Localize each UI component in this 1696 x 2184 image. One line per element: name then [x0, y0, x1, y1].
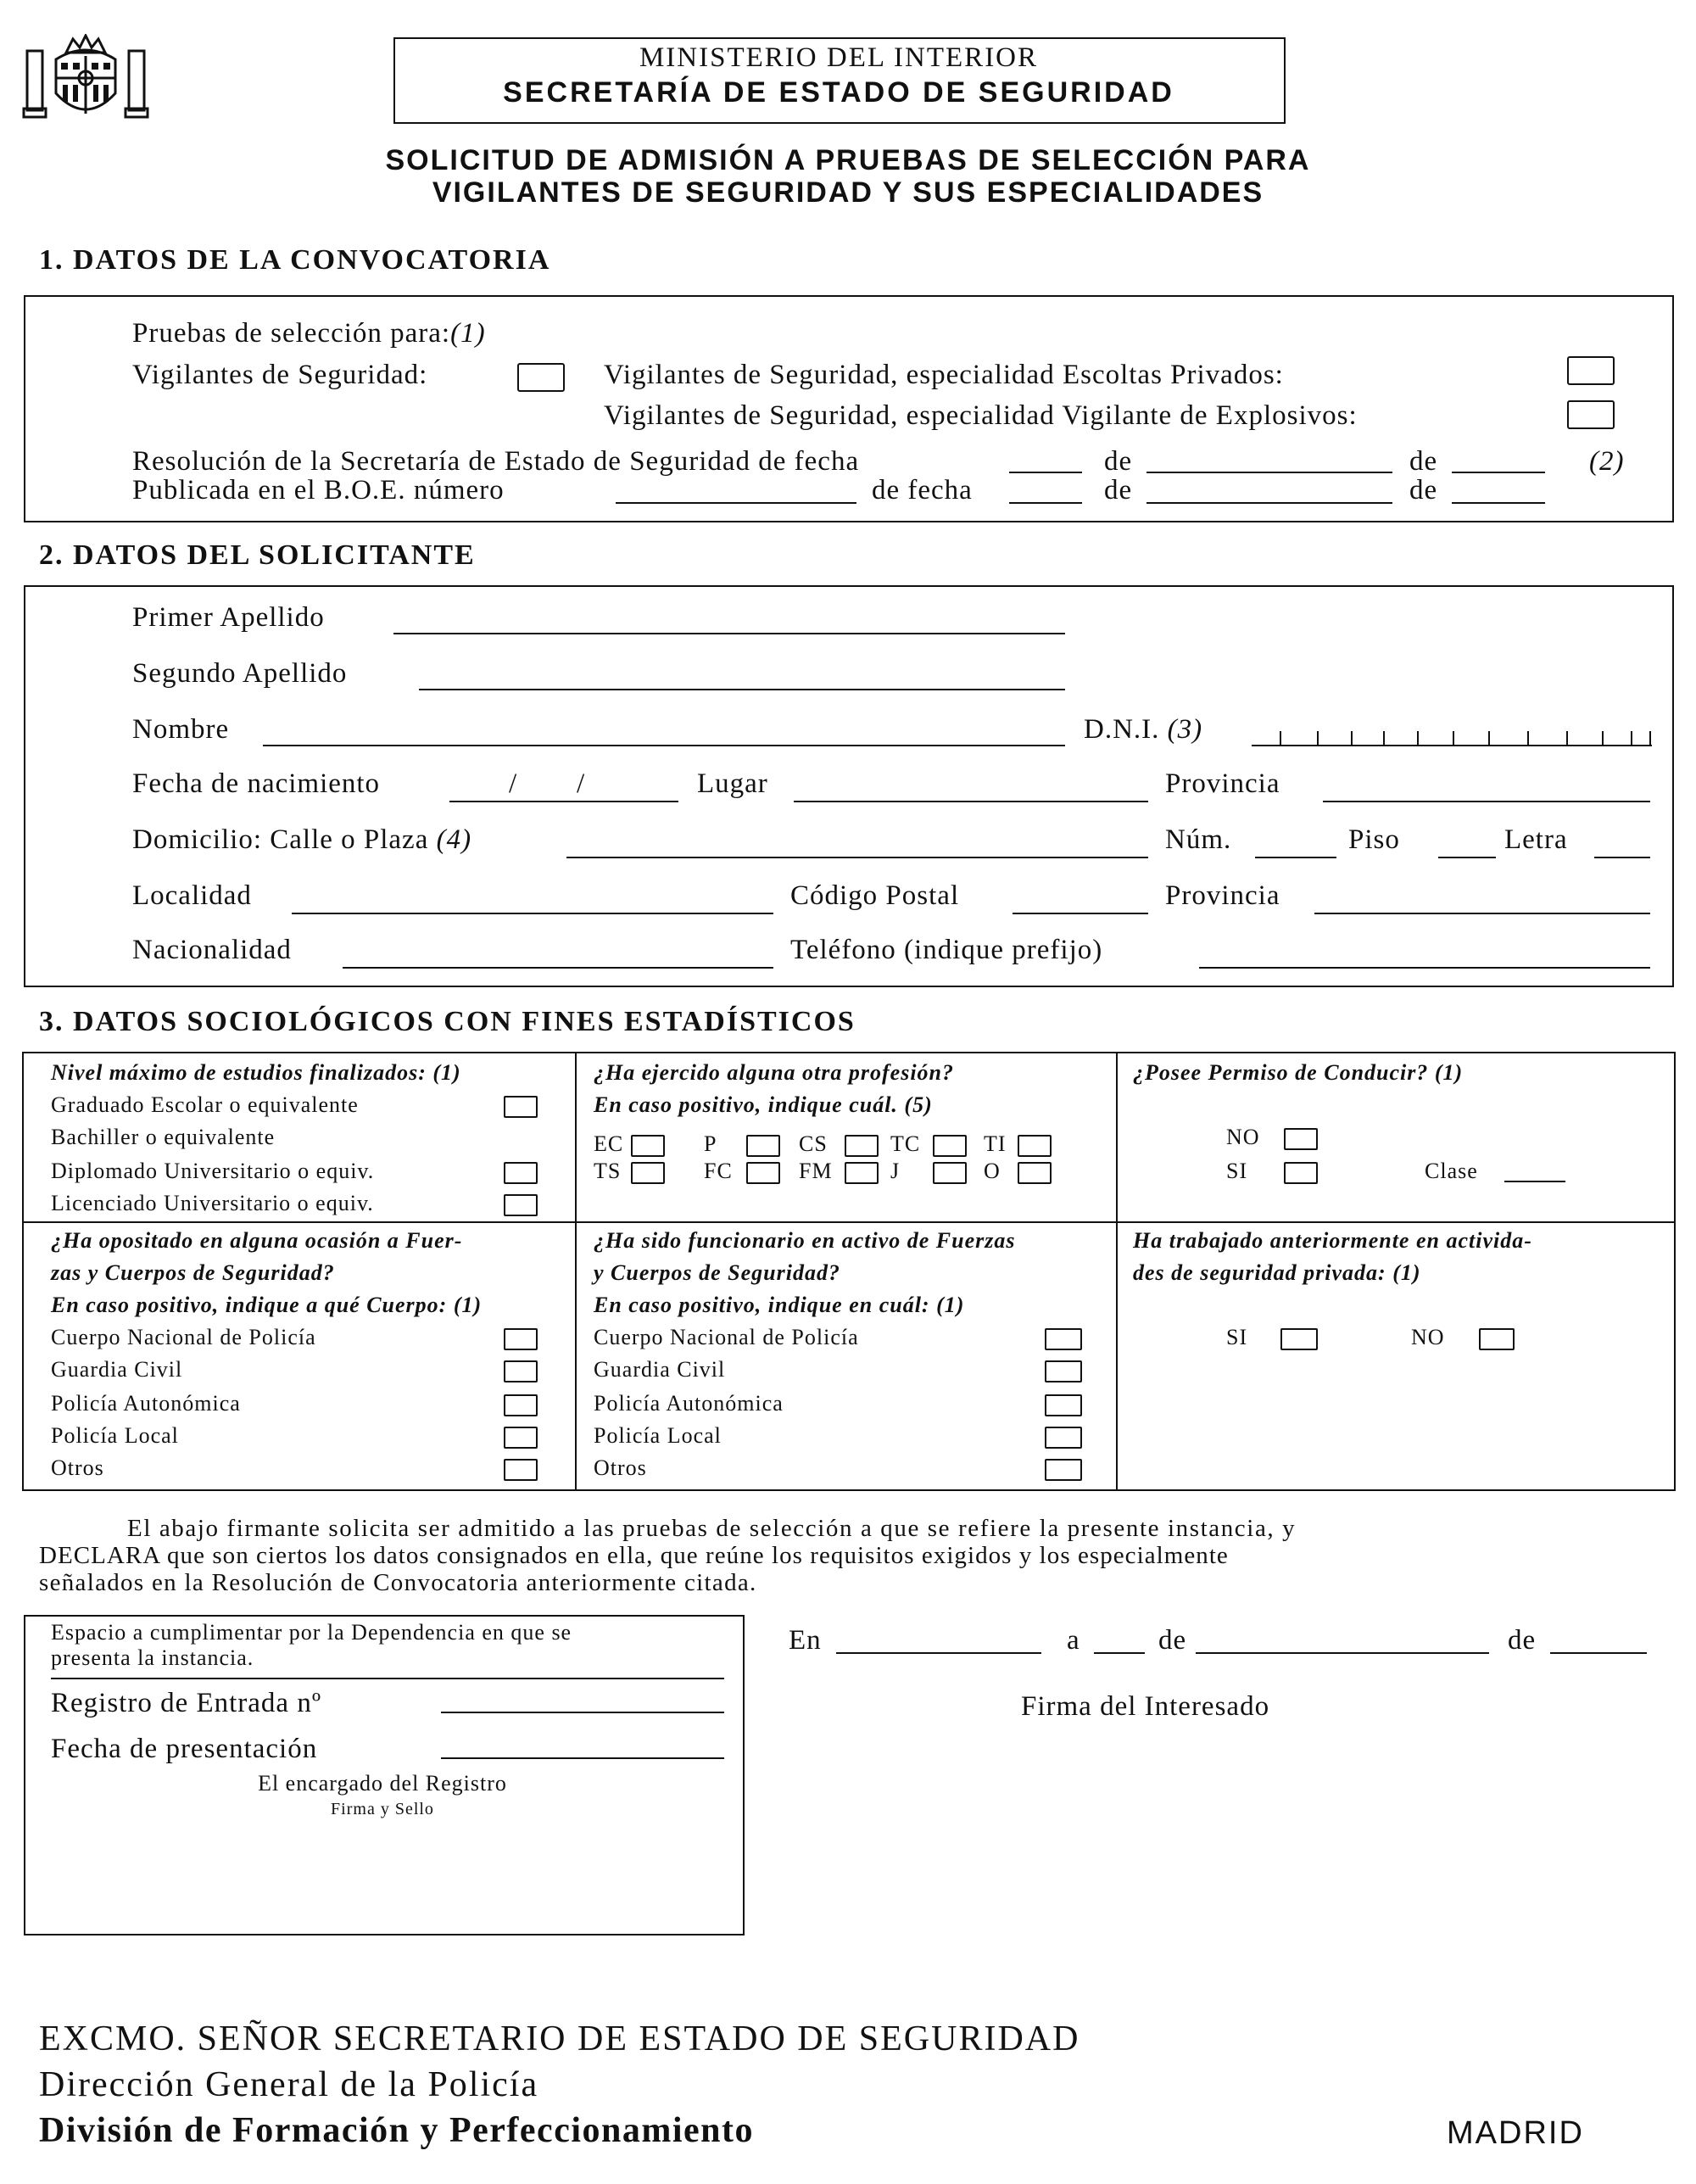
list-item: Otros	[594, 1455, 647, 1480]
estudios-checkbox-3[interactable]	[504, 1194, 538, 1216]
sign-month-field[interactable]	[1196, 1652, 1489, 1654]
explosivos-label: Vigilantes de Seguridad, especialidad Vigilante de Explosivos:	[604, 400, 1358, 431]
piso-field[interactable]	[1438, 857, 1496, 858]
fecha-nacimiento-field[interactable]	[449, 801, 678, 802]
fecha-slash-2: /	[577, 768, 586, 799]
permiso-no-checkbox[interactable]	[1284, 1128, 1318, 1150]
secretariat-name: SECRETARÍA DE ESTADO DE SEGURIDAD	[503, 76, 1174, 109]
nacionalidad-label: Nacionalidad	[132, 935, 292, 965]
prof-label-p: P	[704, 1131, 717, 1156]
boe-de1: de	[1104, 475, 1133, 506]
prof-checkbox-ec[interactable]	[631, 1135, 665, 1157]
domicilio-label: Domicilio: Calle o Plaza (4)	[132, 824, 472, 855]
opositado-title-2: zas y Cuerpos de Seguridad?	[51, 1260, 335, 1285]
provincia-label-2: Provincia	[1165, 880, 1280, 911]
primer-apellido-label: Primer Apellido	[132, 602, 325, 633]
footer-line3: División de Formación y Perfeccionamiento	[39, 2111, 755, 2150]
section3-col-divider-2	[1116, 1052, 1118, 1489]
explosivos-checkbox[interactable]	[1567, 400, 1615, 429]
opositado-checkbox-pl[interactable]	[504, 1427, 538, 1449]
prof-label-ts: TS	[594, 1159, 622, 1183]
letra-label: Letra	[1504, 824, 1568, 855]
estudios-checkbox-1[interactable]	[504, 1096, 538, 1118]
opositado-checkbox-gc[interactable]	[504, 1360, 538, 1382]
nombre-field[interactable]	[263, 745, 1065, 746]
prof-checkbox-ts[interactable]	[631, 1162, 665, 1184]
permiso-title: ¿Posee Permiso de Conducir? (1)	[1133, 1060, 1464, 1085]
privada-title-2: des de seguridad privada: (1)	[1133, 1260, 1421, 1285]
escoltas-label: Vigilantes de Seguridad, especialidad Escoltas Privados:	[604, 360, 1284, 390]
resolucion-de2: de	[1409, 446, 1438, 477]
codigo-postal-field[interactable]	[1013, 913, 1148, 914]
list-item: Cuerpo Nacional de Policía	[594, 1325, 859, 1349]
registry-espacio-2: presenta la instancia.	[51, 1645, 254, 1670]
list-item: Guardia Civil	[51, 1357, 183, 1382]
registro-entrada-field[interactable]	[441, 1712, 724, 1713]
firma-interesado: Firma del Interesado	[1021, 1691, 1270, 1722]
provincia-field-1[interactable]	[1323, 801, 1650, 802]
boe-number-field[interactable]	[616, 502, 856, 504]
boe-day-field[interactable]	[1009, 502, 1082, 504]
permiso-si-label: SI	[1226, 1159, 1248, 1183]
funcionario-title-2: y Cuerpos de Seguridad?	[594, 1260, 840, 1285]
list-item: Guardia Civil	[594, 1357, 726, 1382]
provincia-label-1: Provincia	[1165, 768, 1280, 799]
prof-label-ec: EC	[594, 1131, 624, 1156]
funcionario-checkbox-gc[interactable]	[1045, 1360, 1082, 1382]
prof-checkbox-fm[interactable]	[845, 1162, 879, 1184]
nombre-label: Nombre	[132, 714, 230, 745]
footer-line1: EXCMO. SEÑOR SECRETARIO DE ESTADO DE SEGURIDAD	[39, 2019, 1080, 2058]
resolucion-year-field[interactable]	[1452, 472, 1545, 473]
list-item: Policía Local	[594, 1423, 722, 1448]
funcionario-checkbox-pa[interactable]	[1045, 1394, 1082, 1416]
prof-checkbox-fc[interactable]	[746, 1162, 780, 1184]
coat-of-arms-icon	[22, 34, 149, 129]
clase-field[interactable]	[1504, 1181, 1565, 1182]
funcionario-checkbox-pl[interactable]	[1045, 1427, 1082, 1449]
pruebas-label: Pruebas de selección para:(1)	[132, 318, 486, 349]
privada-si-checkbox[interactable]	[1280, 1328, 1318, 1350]
sign-day-field[interactable]	[1094, 1652, 1145, 1654]
vigilantes-checkbox[interactable]	[517, 363, 565, 392]
profesion-title: ¿Ha ejercido alguna otra profesión?	[594, 1060, 955, 1085]
de-fecha-label: de fecha	[872, 475, 973, 506]
funcionario-checkbox-otros[interactable]	[1045, 1459, 1082, 1481]
boe-month-field[interactable]	[1146, 502, 1392, 504]
prof-checkbox-ti[interactable]	[1018, 1135, 1052, 1157]
declaration-line3: señalados en la Resolución de Convocatoria anteriormente citada.	[39, 1569, 757, 1596]
list-item: Bachiller o equivalente	[51, 1125, 276, 1149]
localidad-field[interactable]	[292, 913, 773, 914]
piso-label: Piso	[1348, 824, 1400, 855]
prof-checkbox-p[interactable]	[746, 1135, 780, 1157]
resolucion-month-field[interactable]	[1146, 472, 1392, 473]
resolucion-de1: de	[1104, 446, 1133, 477]
list-item: Policía Autonómica	[594, 1391, 784, 1416]
note2: (2)	[1589, 446, 1625, 477]
opositado-checkbox-otros[interactable]	[504, 1459, 538, 1481]
fecha-presentacion-label: Fecha de presentación	[51, 1734, 318, 1764]
prof-checkbox-o[interactable]	[1018, 1162, 1052, 1184]
list-item: Diplomado Universitario o equiv.	[51, 1159, 375, 1183]
escoltas-checkbox[interactable]	[1567, 356, 1615, 385]
provincia-field-2[interactable]	[1314, 913, 1650, 914]
a-label: a	[1067, 1625, 1080, 1656]
opositado-checkbox-cnp[interactable]	[504, 1328, 538, 1350]
prof-label-ti: TI	[984, 1131, 1007, 1156]
list-item: Otros	[51, 1455, 104, 1480]
opositado-title-3: En caso positivo, indique a qué Cuerpo: (1)	[51, 1293, 483, 1317]
prof-checkbox-cs[interactable]	[845, 1135, 879, 1157]
fecha-presentacion-field[interactable]	[441, 1757, 724, 1759]
footer-line2: Dirección General de la Policía	[39, 2065, 539, 2104]
declaration-line1: El abajo firmante solicita ser admitido a las pruebas de selección a que se refiere la presente instancia, y	[127, 1515, 1297, 1542]
opositado-title-1: ¿Ha opositado en alguna ocasión a Fuer-	[51, 1228, 463, 1253]
localidad-label: Localidad	[132, 880, 252, 911]
estudios-checkbox-2[interactable]	[504, 1162, 538, 1184]
resolucion-label: Resolución de la Secretaría de Estado de Seguridad de fecha	[132, 446, 860, 477]
funcionario-title-1: ¿Ha sido funcionario en activo de Fuerzas	[594, 1228, 1016, 1253]
resolucion-day-field[interactable]	[1009, 472, 1082, 473]
vigilantes-label: Vigilantes de Seguridad:	[132, 360, 428, 390]
list-item: Policía Local	[51, 1423, 179, 1448]
firma-sello: Firma y Sello	[331, 1800, 434, 1818]
codigo-postal-label: Código Postal	[790, 880, 960, 911]
prof-label-fm: FM	[799, 1159, 833, 1183]
domicilio-field[interactable]	[566, 857, 1148, 858]
list-item: Licenciado Universitario o equiv.	[51, 1191, 374, 1215]
prof-label-tc: TC	[890, 1131, 921, 1156]
prof-checkbox-j[interactable]	[933, 1162, 967, 1184]
lugar-field[interactable]	[794, 801, 1148, 802]
privada-no-label: NO	[1411, 1325, 1445, 1349]
prof-label-cs: CS	[799, 1131, 828, 1156]
en-place-field[interactable]	[836, 1652, 1041, 1654]
prof-label-o: O	[984, 1159, 1001, 1183]
sign-year-field[interactable]	[1550, 1652, 1647, 1654]
permiso-no-label: NO	[1226, 1125, 1260, 1149]
fecha-nacimiento-label: Fecha de nacimiento	[132, 768, 381, 799]
section2-heading: 2. DATOS DEL SOLICITANTE	[39, 539, 476, 571]
privada-no-checkbox[interactable]	[1479, 1328, 1515, 1350]
num-field[interactable]	[1255, 857, 1336, 858]
form-title-line1: SOLICITUD DE ADMISIÓN A PRUEBAS DE SELECCIÓN PARA	[385, 144, 1311, 176]
privada-title-1: Ha trabajado anteriormente en activida-	[1133, 1228, 1532, 1253]
section1-heading: 1. DATOS DE LA CONVOCATORIA	[39, 244, 551, 276]
declaration-line2: DECLARA que son ciertos los datos consignados en ella, que reúne los requisitos exigidos y los especialmente	[39, 1542, 1229, 1569]
letra-field[interactable]	[1594, 857, 1650, 858]
en-label: En	[789, 1625, 822, 1656]
primer-apellido-field[interactable]	[393, 633, 1065, 634]
encargado-registro: El encargado del Registro	[258, 1771, 507, 1796]
funcionario-title-3: En caso positivo, indique en cuál: (1)	[594, 1293, 965, 1317]
boe-year-field[interactable]	[1452, 502, 1545, 504]
opositado-checkbox-pa[interactable]	[504, 1394, 538, 1416]
section3-col-divider-1	[575, 1052, 577, 1489]
boe-de2: de	[1409, 475, 1438, 506]
ministry-name: MINISTERIO DEL INTERIOR	[639, 42, 1039, 73]
form-title-line2: VIGILANTES DE SEGURIDAD Y SUS ESPECIALIDADES	[432, 176, 1264, 209]
section3-row-divider	[22, 1221, 1674, 1223]
prof-label-j: J	[890, 1159, 901, 1183]
segundo-apellido-label: Segundo Apellido	[132, 658, 348, 689]
registry-espacio-1: Espacio a cumplimentar por la Dependencia en que se	[51, 1620, 572, 1645]
de-label-2: de	[1508, 1625, 1537, 1656]
permiso-si-checkbox[interactable]	[1284, 1162, 1318, 1184]
nacionalidad-field[interactable]	[343, 967, 773, 969]
lugar-label: Lugar	[697, 768, 768, 799]
clase-label: Clase	[1425, 1159, 1478, 1183]
prof-checkbox-tc[interactable]	[933, 1135, 967, 1157]
prof-label-fc: FC	[704, 1159, 733, 1183]
telefono-label: Teléfono (indique prefijo)	[790, 935, 1103, 965]
de-label-1: de	[1158, 1625, 1187, 1656]
funcionario-checkbox-cnp[interactable]	[1045, 1328, 1082, 1350]
fecha-slash-1: /	[509, 768, 518, 799]
section3-heading: 3. DATOS SOCIOLÓGICOS CON FINES ESTADÍSTICOS	[39, 1006, 856, 1037]
privada-si-label: SI	[1226, 1325, 1248, 1349]
dni-digit-separators	[1252, 731, 1654, 746]
footer-city: MADRID	[1447, 2115, 1584, 2151]
registry-divider	[51, 1678, 724, 1679]
registro-entrada-label: Registro de Entrada nº	[51, 1688, 322, 1718]
num-label: Núm.	[1165, 824, 1232, 855]
estudios-title: Nivel máximo de estudios finalizados: (1)	[51, 1060, 461, 1085]
dni-label: D.N.I. (3)	[1084, 714, 1203, 745]
list-item: Policía Autonómica	[51, 1391, 241, 1416]
telefono-field[interactable]	[1199, 967, 1650, 969]
publicada-label: Publicada en el B.O.E. número	[132, 475, 505, 506]
segundo-apellido-field[interactable]	[419, 689, 1065, 690]
list-item: Cuerpo Nacional de Policía	[51, 1325, 316, 1349]
profesion-subtitle: En caso positivo, indique cuál. (5)	[594, 1092, 933, 1117]
list-item: Graduado Escolar o equivalente	[51, 1092, 359, 1117]
